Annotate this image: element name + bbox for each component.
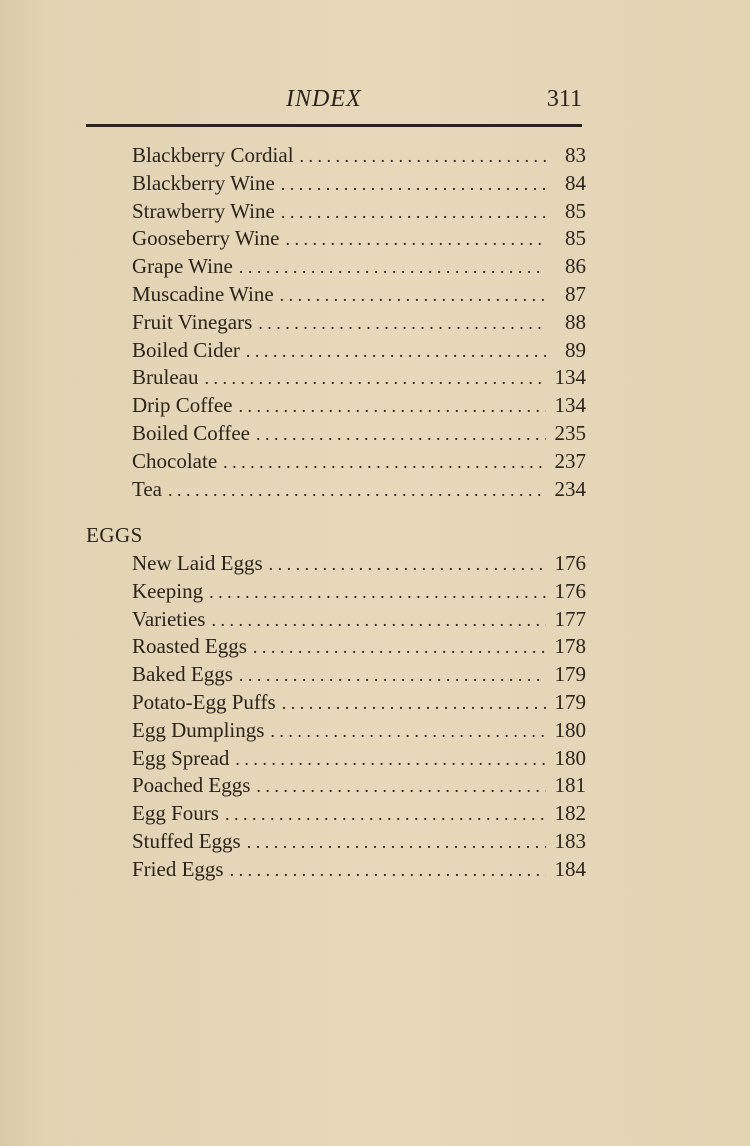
entry-title: Muscadine Wine (132, 281, 274, 306)
index-section-beverages (86, 142, 586, 503)
entry-page-number: 179 (554, 689, 586, 714)
index-entry (86, 142, 586, 170)
dot-leader (239, 254, 546, 282)
index-entry (86, 633, 586, 661)
index-entry (86, 392, 586, 420)
dot-leader (282, 690, 546, 718)
entry-title: Potato-Egg Puffs (132, 689, 276, 714)
index-entry (86, 420, 586, 448)
entry-title: Egg Fours (132, 801, 219, 826)
entry-title: Roasted Eggs (132, 634, 247, 659)
entry-title: Chocolate (132, 448, 218, 473)
index-entry (86, 800, 586, 828)
entry-title: Drip Coffee (132, 393, 233, 418)
entry-title: Blackberry Wine (132, 170, 275, 195)
index-entry (86, 309, 586, 337)
entry-page-number: 181 (554, 773, 586, 798)
entry-page-number: 179 (554, 662, 586, 687)
entry-page-number: 235 (554, 420, 586, 445)
entry-page-number: 85 (565, 226, 586, 251)
index-entry (86, 689, 586, 717)
entry-page-number: 84 (565, 170, 586, 195)
dot-leader (253, 634, 546, 662)
dot-leader (281, 171, 546, 199)
header-rule (86, 124, 582, 127)
index-entry (86, 828, 586, 856)
index-entry (86, 772, 586, 800)
entry-page-number: 89 (565, 337, 586, 362)
index-entry (86, 170, 586, 198)
dot-leader (280, 282, 546, 310)
entry-title: Gooseberry Wine (132, 226, 280, 251)
index-entry (86, 661, 586, 689)
dot-leader (239, 662, 546, 690)
index-entry (86, 448, 586, 476)
index-entry (86, 856, 586, 884)
dot-leader (285, 226, 546, 254)
entry-title: Poached Eggs (132, 773, 251, 798)
entry-title: Fried Eggs (132, 856, 224, 881)
entry-page-number: 86 (565, 254, 586, 279)
entry-page-number: 184 (554, 856, 586, 881)
dot-leader (247, 829, 546, 857)
entry-page-number: 177 (554, 606, 586, 631)
index-entry (86, 606, 586, 634)
entry-page-number: 237 (554, 448, 586, 473)
entry-title: Bruleau (132, 365, 199, 390)
entry-title: Grape Wine (132, 254, 233, 279)
entry-title: Strawberry Wine (132, 198, 275, 223)
entry-title: Stuffed Eggs (132, 828, 241, 853)
dot-leader (230, 857, 546, 885)
entry-page-number: 183 (554, 828, 586, 853)
dot-leader (209, 579, 546, 607)
dot-leader (211, 607, 546, 635)
entry-page-number: 234 (554, 476, 586, 501)
index-entry (86, 745, 586, 773)
dot-leader (225, 801, 546, 829)
entry-page-number: 180 (554, 717, 586, 742)
index-entry (86, 476, 586, 504)
entry-page-number: 180 (554, 745, 586, 770)
dot-leader (204, 365, 546, 393)
index-entry (86, 198, 586, 226)
dot-leader (258, 310, 546, 338)
index-section-eggs (86, 520, 586, 884)
entry-page-number: 134 (554, 365, 586, 390)
index-entry (86, 364, 586, 392)
entry-page-number: 176 (554, 551, 586, 575)
entry-title: Keeping (132, 578, 204, 603)
entry-page-number: 178 (554, 634, 586, 659)
dot-leader (256, 421, 546, 449)
dot-leader (270, 718, 546, 746)
index-entry (86, 337, 586, 365)
entry-title: Fruit Vinegars (132, 309, 253, 334)
entry-title: Boiled Cider (132, 337, 240, 362)
section-heading: EGGS (86, 523, 143, 547)
dot-leader (300, 143, 546, 171)
dot-leader (239, 393, 547, 421)
dot-leader (281, 199, 546, 227)
index-entry (86, 253, 586, 281)
page-number: 311 (546, 86, 582, 112)
entry-title: Varieties (132, 606, 206, 631)
entry-page-number: 83 (565, 143, 586, 167)
dot-leader (168, 477, 546, 505)
entry-title: Egg Dumplings (132, 717, 265, 742)
entry-title: Tea (132, 476, 163, 501)
header-title: INDEX (286, 86, 362, 112)
entry-page-number: 176 (554, 578, 586, 603)
index-entry (86, 717, 586, 745)
dot-leader (269, 551, 546, 579)
entry-title: Blackberry Cordial (132, 143, 294, 167)
dot-leader (246, 338, 546, 366)
entry-title: Egg Spread (132, 745, 230, 770)
entry-title: New Laid Eggs (132, 551, 263, 575)
entry-title: Boiled Coffee (132, 420, 251, 445)
entry-page-number: 85 (565, 198, 586, 223)
entry-page-number: 182 (554, 801, 586, 826)
index-entry (86, 578, 586, 606)
index-entry (86, 225, 586, 253)
dot-leader (223, 449, 546, 477)
page-header (86, 86, 582, 116)
index-entry (86, 550, 586, 578)
entry-title: Baked Eggs (132, 662, 233, 687)
entry-page-number: 87 (565, 281, 586, 306)
dot-leader (256, 773, 546, 801)
entry-page-number: 134 (554, 393, 586, 418)
entry-page-number: 88 (565, 309, 586, 334)
index-entry (86, 281, 586, 309)
dot-leader (235, 746, 546, 774)
